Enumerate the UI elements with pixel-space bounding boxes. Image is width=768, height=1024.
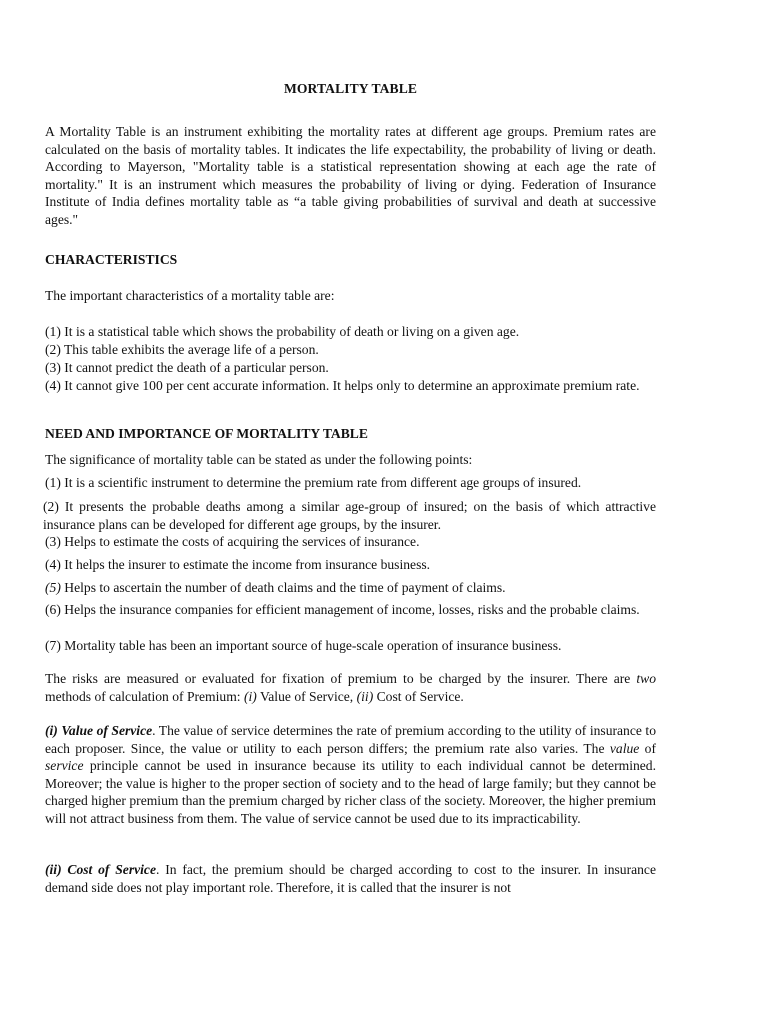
cost-of-service-label: (ii) Cost of Service <box>45 862 157 877</box>
risks-text-1: The risks are measured or evaluated for fixation of premium to be charged by the insurer. There are <box>45 671 637 686</box>
need-item-5-text: Helps to ascertain the number of death claims and the time of payment of claims. <box>64 580 506 595</box>
characteristics-item-3: (3) It cannot predict the death of a particular person. <box>45 360 329 375</box>
need-item-4: (4) It helps the insurer to estimate the income from insurance business. <box>45 557 431 572</box>
cost-of-service-text: . In fact, the premium should be charged according to cost to the insurer. In insurance demand side does not play important role. Therefore, it is called that the insurer is not <box>45 862 656 895</box>
characteristics-item-2: (2) This table exhibits the average life of a person. <box>45 342 319 357</box>
risks-ii: (ii) <box>356 688 374 704</box>
need-lead: The significance of mortality table can be stated as under the following points: <box>45 452 473 467</box>
characteristics-lead: The important characteristics of a mortality table are: <box>45 288 335 303</box>
need-heading: NEED AND IMPORTANCE OF MORTALITY TABLE <box>45 426 368 441</box>
characteristics-item-4: (4) It cannot give 100 per cent accurate information. It helps only to determine an approximate premium rate. <box>45 378 640 393</box>
need-item-1: (1) It is a scientific instrument to determine the premium rate from different age groups of insured. <box>45 475 582 490</box>
risks-i: (i) <box>243 688 257 704</box>
value-of-service-text-1: . The value of service determines the rate of premium according to the utility of insurance to each proposer. Since, the value or utility to each person differs; the premium rate also varies. The <box>45 723 656 756</box>
cost-of-service-paragraph <box>45 861 656 896</box>
value-of-service-label: (i) Value of Service <box>45 723 153 738</box>
risks-two: two <box>636 671 656 686</box>
need-item-5 <box>45 579 656 597</box>
value-word: value <box>609 740 640 756</box>
need-item-3: (3) Helps to estimate the costs of acquiring the services of insurance. <box>45 534 420 549</box>
need-item-2: (2) It presents the probable deaths among a similar age-group of insured; on the basis of which attractive insurance plans can be developed for different age groups, by the insurer. <box>43 499 656 532</box>
intro-paragraph: A Mortality Table is an instrument exhibiting the mortality rates at different age groups. Premium rates are calculated on the basis of mortality tables. It indicates the life expectability, the probability of living or death. According to Mayerson, "Mortality table is a statistical representation showing at each age the rate of mortality." It is an instrument which measures the probability of living or dying. Federation of Insurance Institute of India defines mortality table as “a table giving probabilities of survival and death at successive ages." <box>45 124 656 227</box>
risks-paragraph <box>45 670 656 705</box>
characteristics-heading: CHARACTERISTICS <box>45 252 178 267</box>
risks-text-3: Value of Service, <box>256 688 357 704</box>
need-item-6: (6) Helps the insurance companies for efficient management of income, losses, risks and the probable claims. <box>45 602 640 617</box>
characteristics-item-1: (1) It is a statistical table which shows the probability of death or living on a given age. <box>45 324 520 339</box>
value-of-service-text-2: principle cannot be used in insurance because its utility to each individual cannot be determined. Moreover; the value is higher to the proper section of society and to the head of large family; but they cannot be charged higher premium than the premium charged by richer class of the society. Moreover, the higher premium will not attract business from them. The value of service cannot be used due to its impracticability. <box>45 758 656 826</box>
need-item-5-number: (5) <box>45 580 61 595</box>
value-of-service-paragraph <box>45 722 656 828</box>
risks-text-2: methods of calculation of Premium: <box>45 688 244 704</box>
need-item-7: (7) Mortality table has been an important source of huge-scale operation of insurance business. <box>45 638 562 653</box>
page-title: MORTALITY TABLE <box>283 81 418 96</box>
risks-text-4: Cost of Service. <box>373 688 464 704</box>
of-word: of <box>639 740 656 756</box>
service-word: service <box>45 758 84 774</box>
